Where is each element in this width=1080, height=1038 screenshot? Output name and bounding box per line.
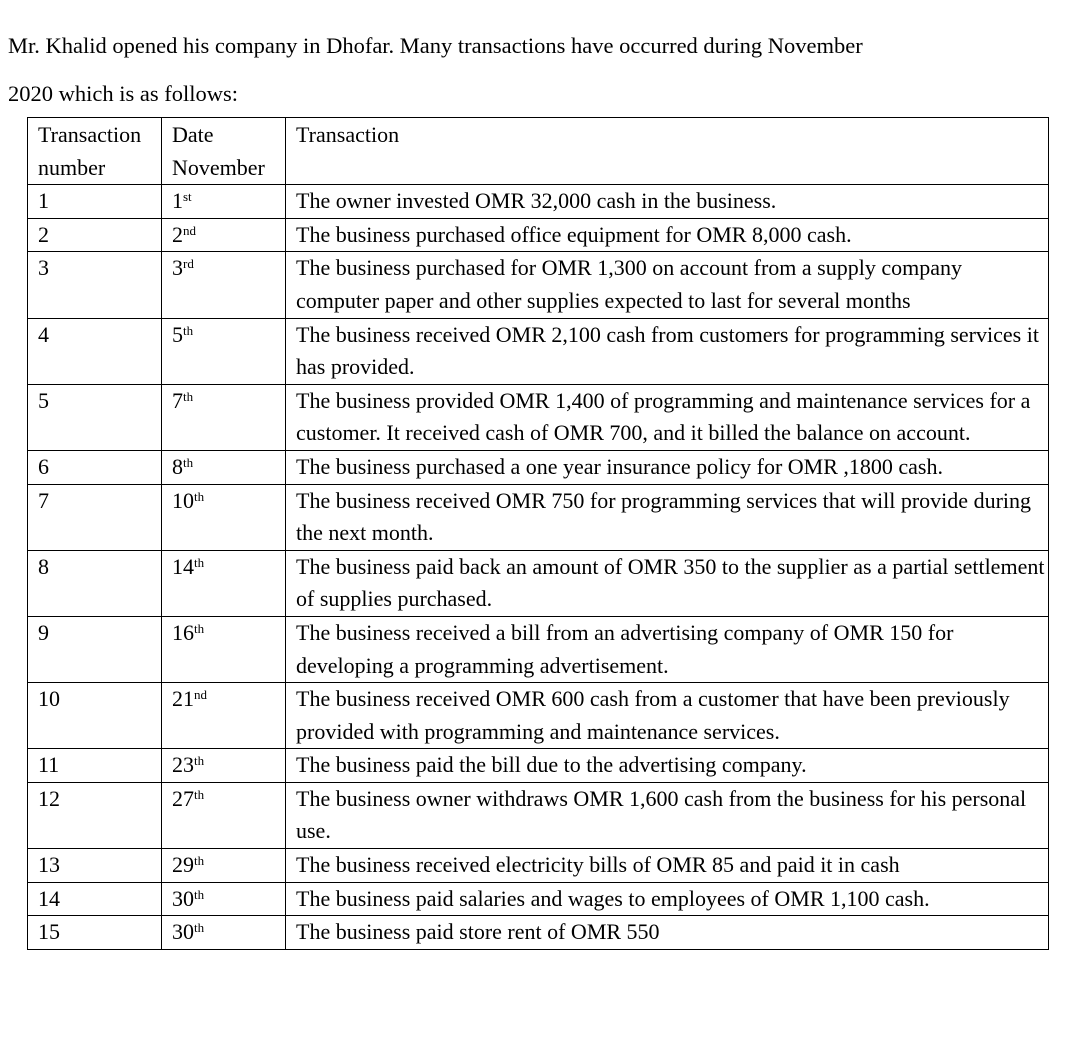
date-cell: [162, 218, 286, 252]
table-row: [28, 550, 1049, 616]
intro-line-1: Mr. Khalid opened his company in Dhofar. Many transactions have occurred during November: [8, 33, 863, 58]
header-date-line2: November: [172, 154, 265, 180]
header-date-line1: Date: [172, 122, 214, 147]
date-day: 3: [172, 255, 183, 281]
date-ordinal-suffix: th: [183, 322, 194, 338]
table-row: [28, 749, 1049, 783]
date-ordinal-suffix: rd: [183, 256, 194, 272]
transaction-description-cell: The business paid back an amount of OMR 350 to the supplier as a partial settlement of supplies purchased.: [286, 550, 1049, 616]
transaction-description-cell: The business purchased for OMR 1,300 on account from a supply company computer paper and other supplies expected to last for several months: [286, 252, 1049, 318]
date-ordinal-suffix: st: [183, 189, 192, 205]
transaction-number-cell: 13: [28, 849, 162, 883]
transaction-description-cell: The business paid the bill due to the advertising company.: [286, 749, 1049, 783]
date-cell: [162, 616, 286, 682]
date-day: 30: [172, 885, 194, 911]
date-ordinal-suffix: th: [183, 388, 194, 404]
date-cell: [162, 384, 286, 450]
date-cell: [162, 550, 286, 616]
date-day: 2: [172, 221, 183, 247]
transaction-number-cell: 3: [28, 252, 162, 318]
date-day: 14: [172, 553, 194, 579]
date-day: 5: [172, 321, 183, 347]
transaction-description-cell: The business received electricity bills of OMR 85 and paid it in cash: [286, 849, 1049, 883]
transactions-table-container: [27, 117, 1048, 950]
transaction-description-cell: The business received a bill from an advertising company of OMR 150 for developing a programming advertisement.: [286, 616, 1049, 682]
table-row: [28, 450, 1049, 484]
transaction-number-cell: 14: [28, 882, 162, 916]
date-cell: [162, 749, 286, 783]
header-number-line2: number: [38, 154, 106, 180]
header-transaction-number: [28, 118, 162, 185]
transaction-number-cell: 6: [28, 450, 162, 484]
date-cell: [162, 484, 286, 550]
date-ordinal-suffix: nd: [183, 222, 196, 238]
date-day: 30: [172, 919, 194, 945]
table-row: [28, 384, 1049, 450]
transaction-number-cell: 11: [28, 749, 162, 783]
transaction-number-cell: 4: [28, 318, 162, 384]
table-row: [28, 218, 1049, 252]
date-cell: [162, 318, 286, 384]
date-day: 1: [172, 188, 183, 214]
header-date: [162, 118, 286, 185]
transaction-number-cell: 2: [28, 218, 162, 252]
intro-line-2: 2020 which is as follows:: [8, 81, 238, 106]
transaction-description-cell: The business received OMR 2,100 cash from customers for programming services it has provided.: [286, 318, 1049, 384]
date-ordinal-suffix: th: [183, 454, 194, 470]
transaction-description-cell: The business purchased office equipment for OMR 8,000 cash.: [286, 218, 1049, 252]
date-day: 23: [172, 752, 194, 778]
date-cell: [162, 782, 286, 848]
table-row: [28, 916, 1049, 950]
date-day: 29: [172, 852, 194, 878]
table-row: [28, 616, 1049, 682]
table-row: [28, 484, 1049, 550]
date-ordinal-suffix: th: [194, 554, 205, 570]
transaction-number-cell: 8: [28, 550, 162, 616]
header-transaction-label: Transaction: [296, 122, 400, 147]
date-day: 27: [172, 785, 194, 811]
transaction-description-cell: The business provided OMR 1,400 of programming and maintenance services for a customer. It received cash of OMR 700, and it billed the balance on account.: [286, 384, 1049, 450]
date-ordinal-suffix: th: [194, 886, 205, 902]
table-body: [28, 185, 1049, 950]
table-header-row: [28, 118, 1049, 185]
table-row: [28, 318, 1049, 384]
date-ordinal-suffix: th: [194, 853, 205, 869]
table-row: [28, 185, 1049, 219]
date-cell: [162, 450, 286, 484]
transaction-description-cell: The business paid salaries and wages to employees of OMR 1,100 cash.: [286, 882, 1049, 916]
table-row: [28, 252, 1049, 318]
date-cell: [162, 916, 286, 950]
date-ordinal-suffix: th: [194, 620, 205, 636]
date-day: 10: [172, 487, 194, 513]
transaction-description-cell: The business purchased a one year insurance policy for OMR ,1800 cash.: [286, 450, 1049, 484]
date-cell: [162, 683, 286, 749]
table-row: [28, 782, 1049, 848]
transaction-description-cell: The owner invested OMR 32,000 cash in the business.: [286, 185, 1049, 219]
date-ordinal-suffix: th: [194, 753, 205, 769]
transaction-description-cell: The business owner withdraws OMR 1,600 cash from the business for his personal use.: [286, 782, 1049, 848]
transaction-number-cell: 1: [28, 185, 162, 219]
date-day: 7: [172, 387, 183, 413]
transaction-number-cell: 10: [28, 683, 162, 749]
date-day: 21: [172, 686, 194, 712]
date-cell: [162, 849, 286, 883]
transaction-number-cell: 9: [28, 616, 162, 682]
transaction-number-cell: 5: [28, 384, 162, 450]
date-cell: [162, 882, 286, 916]
date-ordinal-suffix: th: [194, 920, 205, 936]
date-day: 8: [172, 453, 183, 479]
intro-paragraph: [8, 22, 1068, 118]
date-day: 16: [172, 619, 194, 645]
table-row: [28, 849, 1049, 883]
transactions-table: [27, 117, 1049, 950]
date-ordinal-suffix: nd: [194, 687, 207, 703]
header-transaction: [286, 118, 1049, 185]
transaction-number-cell: 7: [28, 484, 162, 550]
date-cell: [162, 185, 286, 219]
table-row: [28, 683, 1049, 749]
transaction-number-cell: 12: [28, 782, 162, 848]
date-cell: [162, 252, 286, 318]
date-ordinal-suffix: th: [194, 488, 205, 504]
table-row: [28, 882, 1049, 916]
transaction-description-cell: The business received OMR 600 cash from a customer that have been previously provided with programming and maintenance services.: [286, 683, 1049, 749]
transaction-number-cell: 15: [28, 916, 162, 950]
date-ordinal-suffix: th: [194, 786, 205, 802]
transaction-description-cell: The business received OMR 750 for programming services that will provide during the next month.: [286, 484, 1049, 550]
transaction-description-cell: The business paid store rent of OMR 550: [286, 916, 1049, 950]
header-number-line1: Transaction: [38, 122, 142, 147]
